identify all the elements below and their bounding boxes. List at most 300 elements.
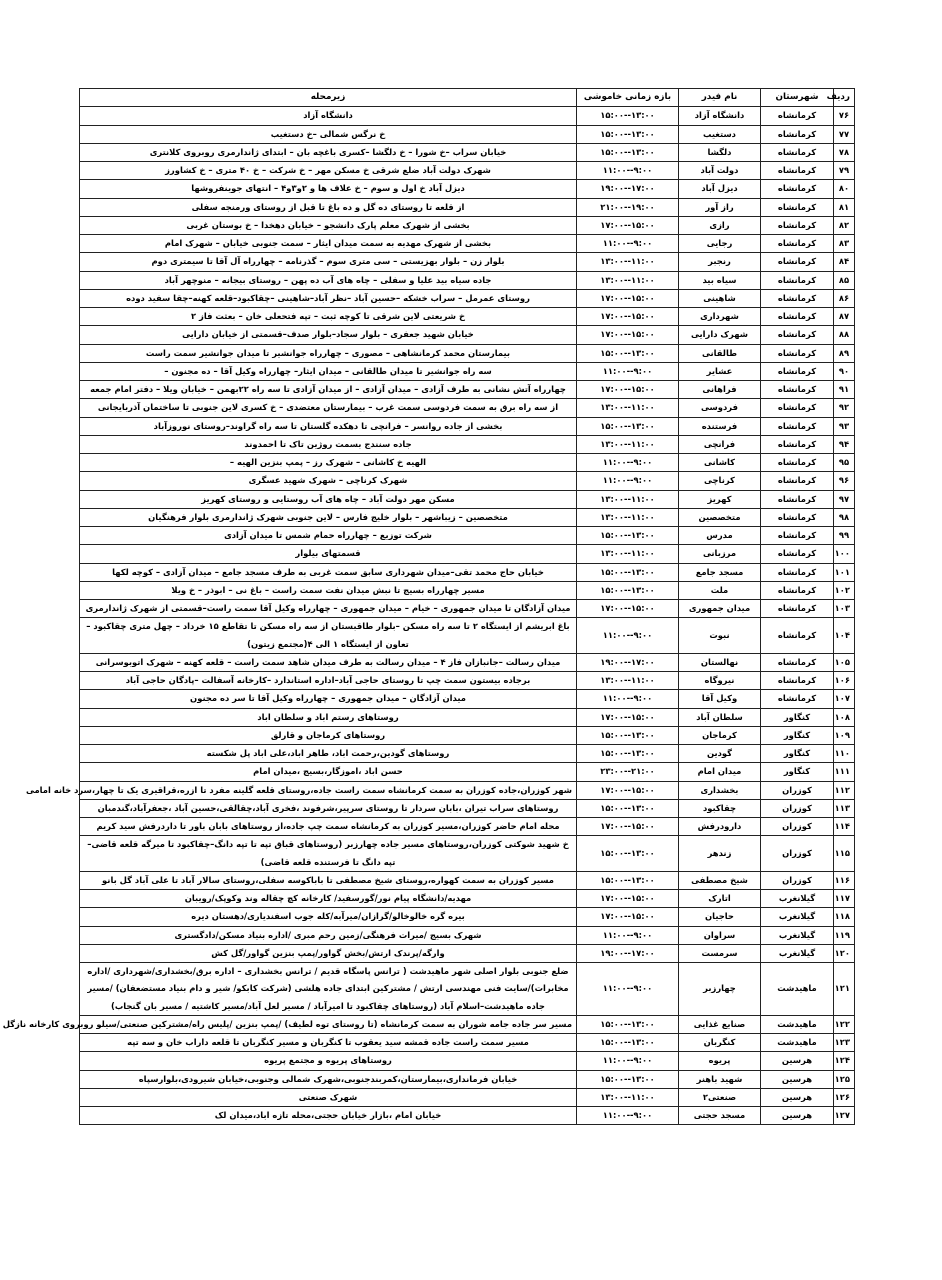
outage-time-cell: ۱۷:۰۰--۱۵:۰۰ (577, 818, 679, 836)
sub-area-cell: از قلعه تا روستای ده گل و ده باغ تا قبل از روستای ورمنجه سفلی (80, 198, 577, 216)
sub-area-cell: بخشی از شهرک مهدیه به سمت میدان ایثار – سمت جنوبی خیابان – شهرک امام (80, 235, 577, 253)
sub-area-cell: جاده سنندج بسمت روژین تاک تا احمدوند (80, 435, 577, 453)
city-cell: گیلانغرب (761, 908, 834, 926)
table-row (80, 944, 855, 962)
city-cell: کرمانشاه (761, 216, 834, 234)
sub-area-cell: روستاهای کرماجان و قارلق (80, 726, 577, 744)
row-number-cell: ۱۰۶ (834, 672, 855, 690)
row-number-cell: ۹۳ (834, 417, 855, 435)
outage-time-cell: ۱۵:۰۰--۱۳:۰۰ (577, 581, 679, 599)
table-row (80, 143, 855, 161)
city-cell: کرمانشاه (761, 600, 834, 618)
table-row (80, 908, 855, 926)
table-row (80, 545, 855, 563)
feeder-cell: دلگشا (679, 143, 761, 161)
feeder-cell: ملت (679, 581, 761, 599)
table-row (80, 1015, 855, 1033)
outage-time-cell: ۱۱:۰۰--۹:۰۰ (577, 362, 679, 380)
feeder-cell: دستغیب (679, 125, 761, 143)
city-cell: کوزران (761, 781, 834, 799)
outage-time-cell: ۱۳:۰۰--۱۱:۰۰ (577, 253, 679, 271)
feeder-cell: فرستنده (679, 417, 761, 435)
table-row (80, 1107, 855, 1125)
feeder-cell: بخشداری (679, 781, 761, 799)
sub-area-cell: مسکن مهر دولت آباد – چاه های آب روستایی و روستای کهریز (80, 490, 577, 508)
outage-time-cell: ۱۷:۰۰--۱۵:۰۰ (577, 908, 679, 926)
city-cell: گیلانغرب (761, 890, 834, 908)
table-body (2, 107, 855, 1125)
outage-time-cell: ۱۵:۰۰--۱۳:۰۰ (577, 417, 679, 435)
city-cell: کرمانشاه (761, 289, 834, 307)
feeder-cell: اتارک (679, 890, 761, 908)
sub-area-cell: روستاهای گودین،رحمت اباد، طاهر اباد،علی اباد پل شکسته (80, 745, 577, 763)
outage-time-cell: ۱۷:۰۰--۱۵:۰۰ (577, 890, 679, 908)
row-number-cell: ۱۲۷ (834, 1107, 855, 1125)
feeder-cell: متخصصین (679, 508, 761, 526)
outage-time-cell: ۱۳:۰۰--۱۱:۰۰ (577, 508, 679, 526)
table-row (80, 653, 855, 671)
city-cell: کرمانشاه (761, 581, 834, 599)
table-row (80, 271, 855, 289)
city-cell: گیلانغرب (761, 926, 834, 944)
row-number-cell: ۱۰۳ (834, 600, 855, 618)
row-number-cell: ۹۴ (834, 435, 855, 453)
row-number-cell: ۸۲ (834, 216, 855, 234)
row-number-cell: ۱۰۹ (834, 726, 855, 744)
sub-area-cell: روستاهای سراب تیران ،بابان سردار تا روستای سرپیر،شرفوند ،فخری آباد،چقالقی،حسین آباد ،جعفرآباد،گندمبان (80, 799, 577, 817)
row-number-cell: ۱۰۵ (834, 653, 855, 671)
outage-time-cell: ۱۵:۰۰--۱۳:۰۰ (577, 1015, 679, 1033)
sub-area-cell: برجاده بیستون سمت چپ تا روستای حاجی آباد–اداره استاندارد –کارخانه آسفالت –پادگان حاجی آباد (80, 672, 577, 690)
outage-time-cell: ۱۱:۰۰--۹:۰۰ (577, 926, 679, 944)
feeder-cell: رازی (679, 216, 761, 234)
city-cell: کرمانشاه (761, 381, 834, 399)
city-cell: کنگاور (761, 763, 834, 781)
row-number-cell: ۸۳ (834, 235, 855, 253)
feeder-cell: شهرک دارایی (679, 326, 761, 344)
row-number-cell: ۱۰۸ (834, 708, 855, 726)
sub-area-cell: بلوار زن – بلوار بهزیستی – سی متری سوم – گذرنامه – چهارراه آل آقا تا سیمتری دوم (80, 253, 577, 271)
city-cell: کرمانشاه (761, 527, 834, 545)
city-cell: کرمانشاه (761, 472, 834, 490)
row-number-cell: ۹۹ (834, 527, 855, 545)
table-row (80, 454, 855, 472)
city-cell: کرمانشاه (761, 125, 834, 143)
feeder-cell: نیروگاه (679, 672, 761, 690)
row-number-cell: ۸۱ (834, 198, 855, 216)
table-row (80, 216, 855, 234)
feeder-cell: عشایر (679, 362, 761, 380)
table-header-row (80, 89, 855, 107)
outage-time-cell: ۱۷:۰۰--۱۵:۰۰ (577, 326, 679, 344)
outage-time-cell: ۱۱:۰۰--۹:۰۰ (577, 454, 679, 472)
row-number-cell: ۱۱۸ (834, 908, 855, 926)
outage-time-cell: ۱۷:۰۰--۱۵:۰۰ (577, 216, 679, 234)
city-cell: کرمانشاه (761, 399, 834, 417)
table-row (80, 871, 855, 889)
row-number-cell: ۱۲۰ (834, 944, 855, 962)
table-row (80, 672, 855, 690)
sub-area-cell: میدان رسالت –جانبازان فاز ۴ – میدان رسالت به طرف میدان شاهد سمت راست – قلعه کهنه – شهرک اتوبوسرانی (80, 653, 577, 671)
sub-area-cell: جاده سیاه بید علیا و سفلی – چاه های آب ده پهن – روستای بیجانه – منوچهر آباد (80, 271, 577, 289)
sub-area-cell: بخشی از شهرک معلم پارک دانشجو – خیابان دهخدا – خ بوستان غربی (80, 216, 577, 234)
feeder-cell: گودین (679, 745, 761, 763)
row-number-cell: ۹۲ (834, 399, 855, 417)
table-row (80, 836, 855, 872)
row-number-cell: ۹۰ (834, 362, 855, 380)
feeder-cell: حاجیان (679, 908, 761, 926)
feeder-cell: مسجد حجتی (679, 1107, 761, 1125)
sub-area-cell: روستاهای پریوه و مجتمع پریوه (80, 1052, 577, 1070)
city-cell: کرمانشاه (761, 435, 834, 453)
row-number-cell: ۱۰۴ (834, 618, 855, 654)
sub-area-cell: حسن اباد ،اموزگار،بسیج ،میدان امام (80, 763, 577, 781)
sub-area-cell: شرکت توزیع – چهارراه حمام شمس تا میدان آزادی (80, 527, 577, 545)
feeder-cell: چقاکبود (679, 799, 761, 817)
table-row (80, 963, 855, 1016)
outage-time-cell: ۱۱:۰۰--۹:۰۰ (577, 1107, 679, 1125)
feeder-cell: مدرس (679, 527, 761, 545)
feeder-cell: سرمست (679, 944, 761, 962)
outage-time-cell: ۱۷:۰۰--۱۵:۰۰ (577, 381, 679, 399)
outage-time-cell: ۱۵:۰۰--۱۳:۰۰ (577, 563, 679, 581)
feeder-cell: میدان امام (679, 763, 761, 781)
feeder-cell: چهارزبر (679, 963, 761, 1016)
feeder-cell: کرناچی (679, 472, 761, 490)
outage-time-cell: ۱۳:۰۰--۱۱:۰۰ (577, 399, 679, 417)
sub-area-cell: مهدیه/دانشگاه پیام نور/گورسفید/ کارخانه کچ چقاله وند وکوپک/رویبان (80, 890, 577, 908)
table-row (80, 563, 855, 581)
city-cell: کرمانشاه (761, 107, 834, 125)
feeder-cell: مرزبانی (679, 545, 761, 563)
row-number-cell: ۹۸ (834, 508, 855, 526)
sub-area-cell: روستاهای رستم اباد و سلطان اباد (80, 708, 577, 726)
city-cell: کرمانشاه (761, 362, 834, 380)
outage-time-cell: ۱۵:۰۰--۱۳:۰۰ (577, 143, 679, 161)
table-row (80, 125, 855, 143)
feeder-cell: رجایی (679, 235, 761, 253)
row-number-cell: ۹۷ (834, 490, 855, 508)
feeder-cell: رنجبر (679, 253, 761, 271)
city-cell: کرمانشاه (761, 490, 834, 508)
sub-area-cell: شهرک بسیج /میرات فرهنگی/زمین رحم مبری /اداره بنیاد مسکن/دادگستری (80, 926, 577, 944)
feeder-cell: سیاه بید (679, 271, 761, 289)
sub-area-cell: بیره گره خالوخالو/گرازان/میرآبه/کله جوب اسفندیاری/دهستان دیره (80, 908, 577, 926)
sub-area-cell: چهارراه آتش نشانی به طرف آزادی – میدان آزادی – از میدان آزادی تا سه راه ۲۲بهمن – خیابان ویلا – دفتر امام جمعه (80, 381, 577, 399)
sub-area-cell: الهیه خ کاشانی – شهرک رز – پمپ بنزین الهیه – (80, 454, 577, 472)
outage-time-cell: ۱۵:۰۰--۱۳:۰۰ (577, 745, 679, 763)
city-cell: کوزران (761, 799, 834, 817)
sub-area-cell: دانشگاه آزاد (80, 107, 577, 125)
outage-time-cell: ۱۹:۰۰--۱۷:۰۰ (577, 944, 679, 962)
city-cell: کرمانشاه (761, 180, 834, 198)
outage-time-cell: ۱۳:۰۰--۱۱:۰۰ (577, 271, 679, 289)
feeder-cell: صنایع غذایی (679, 1015, 761, 1033)
feeder-cell: دیزل آباد (679, 180, 761, 198)
outage-time-cell: ۱۱:۰۰--۹:۰۰ (577, 235, 679, 253)
row-number-cell: ۱۰۱ (834, 563, 855, 581)
city-cell: ماهیدشت (761, 1034, 834, 1052)
outage-time-cell: ۱۷:۰۰--۱۵:۰۰ (577, 289, 679, 307)
outage-schedule-table (2, 88, 855, 1125)
row-number-cell: ۱۲۴ (834, 1052, 855, 1070)
city-cell: کنگاور (761, 726, 834, 744)
sub-area-cell: بخشی از جاده روانسر – فرانچی تا دهکده گلستان تا سه راه گراوند–روستای نوروزآباد (80, 417, 577, 435)
feeder-cell: مسجد جامع (679, 563, 761, 581)
city-cell: ماهیدشت (761, 963, 834, 1016)
feeder-cell: راز آور (679, 198, 761, 216)
feeder-cell: کاشانی (679, 454, 761, 472)
outage-time-cell: ۱۵:۰۰--۱۳:۰۰ (577, 125, 679, 143)
row-number-cell: ۱۰۰ (834, 545, 855, 563)
outage-time-cell: ۱۵:۰۰--۱۳:۰۰ (577, 1034, 679, 1052)
feeder-cell: نهالستان (679, 653, 761, 671)
sub-area-cell: وارگه/پرندک ارتش/بخش گواور/پمپ بنزین گواور/گل کش (80, 944, 577, 962)
sub-area-cell: ضلع جنوبی بلوار اصلی شهر ماهیدشت ( ترانس پاسگاه قدیم / ترانس بخشداری – اداره برق/بخشداری/شهرداری /اداره مخابرات)/سایت فنی مهندسی ارتش / مشترکین ابتدای جاده هلشی (شرکت کابکو/ شیر و دام بنیاد مستضعفان) /مسیر جاده ماهیدشت–اسلام آباد (روستاهای چقاکبود تا امیرآباد / مسیر لعل آباد/مسیر کاشتیه / مسیر بان گنجاب) (80, 963, 577, 1016)
row-number-cell: ۷۹ (834, 162, 855, 180)
outage-time-cell: ۱۵:۰۰--۱۳:۰۰ (577, 871, 679, 889)
city-cell: کرمانشاه (761, 162, 834, 180)
outage-time-cell: ۱۷:۰۰--۱۵:۰۰ (577, 781, 679, 799)
sub-area-cell: خ شریعتی لاین شرقی تا کوچه ثبت – تپه فتحعلی خان – بعثت فاز ۲ (80, 308, 577, 326)
sub-area-cell: مسیر سر جاده جامه شوران به سمت کرمانشاه (تا روستای توه لطیف) /پمپ بنزین /پلیس راه/مشترکین صنعتی/سیلو روبروی کارخانه نازگل (80, 1015, 577, 1033)
table-row (80, 399, 855, 417)
row-number-cell: ۱۱۳ (834, 799, 855, 817)
city-cell: کرمانشاه (761, 508, 834, 526)
sub-area-cell: شهر کوزران،جاده کوزران به سمت کرمانشاه سمت راست جاده،روستای قلعه گلینه مفرد تا ازره،قراقیری یک تا چهار،سرد خانه امامی (80, 781, 577, 799)
row-number-cell: ۷۷ (834, 125, 855, 143)
city-cell: کرمانشاه (761, 308, 834, 326)
feeder-cell: سلطان آباد (679, 708, 761, 726)
city-cell: کرمانشاه (761, 653, 834, 671)
table-row (80, 180, 855, 198)
table-row (80, 344, 855, 362)
city-cell: کرمانشاه (761, 417, 834, 435)
sub-area-cell: خ نرگس شمالی –خ دستغیب (80, 125, 577, 143)
feeder-cell: فردوسی (679, 399, 761, 417)
table-row (80, 253, 855, 271)
sub-area-cell: خیابان حاج محمد تقی–میدان شهرداری سابق سمت غربی به طرف مسجد جامع – میدان آزادی – کوچه لکها (80, 563, 577, 581)
sub-area-cell: خیابان شهید جعفری – بلوار سجاد–بلوار صدف–قسمتی از خیابان دارایی (80, 326, 577, 344)
outage-time-cell: ۱۱:۰۰--۹:۰۰ (577, 690, 679, 708)
table-row (80, 799, 855, 817)
feeder-cell: میدان جمهوری (679, 600, 761, 618)
city-cell: کرمانشاه (761, 545, 834, 563)
table-row (80, 308, 855, 326)
table-row (80, 508, 855, 526)
table-row (80, 745, 855, 763)
outage-time-cell: ۱۱:۰۰--۹:۰۰ (577, 618, 679, 654)
table-row (80, 490, 855, 508)
table-row (80, 581, 855, 599)
table-row (80, 890, 855, 908)
outage-time-cell: ۱۷:۰۰--۱۵:۰۰ (577, 600, 679, 618)
table-row (80, 600, 855, 618)
table-row (80, 527, 855, 545)
outage-time-cell: ۱۳:۰۰--۱۱:۰۰ (577, 545, 679, 563)
table-row (80, 781, 855, 799)
city-cell: کرمانشاه (761, 672, 834, 690)
header-city: شهرستان (761, 89, 834, 107)
row-number-cell: ۹۶ (834, 472, 855, 490)
row-number-cell: ۱۲۲ (834, 1015, 855, 1033)
city-cell: کرمانشاه (761, 271, 834, 289)
city-cell: هرسین (761, 1052, 834, 1070)
sub-area-cell: باغ ابریشم از ایستگاه ۲ تا سه راه مسکن –بلوار طاقبستان از سه راه مسکن تا تقاطع ۱۵ خرداد – چهل متری چقاکبود –تعاون از ایستگاه ۱ الی ۴(مجتمع زیتون) (80, 618, 577, 654)
row-number-cell: ۱۰۷ (834, 690, 855, 708)
city-cell: هرسین (761, 1070, 834, 1088)
table-row (80, 289, 855, 307)
outage-time-cell: ۱۵:۰۰--۱۳:۰۰ (577, 344, 679, 362)
feeder-cell: کرماجان (679, 726, 761, 744)
row-number-cell: ۱۱۵ (834, 836, 855, 872)
city-cell: کرمانشاه (761, 454, 834, 472)
feeder-cell: فراهانی (679, 381, 761, 399)
outage-time-cell: ۱۵:۰۰--۱۳:۰۰ (577, 1070, 679, 1088)
row-number-cell: ۱۱۰ (834, 745, 855, 763)
table-row (80, 726, 855, 744)
feeder-cell: نبوت (679, 618, 761, 654)
outage-time-cell: ۱۱:۰۰--۹:۰۰ (577, 963, 679, 1016)
sub-area-cell: شهرک کرناچی – شهرک شهید عسگری (80, 472, 577, 490)
feeder-cell: وکیل آقا (679, 690, 761, 708)
outage-time-cell: ۱۳:۰۰--۱۱:۰۰ (577, 672, 679, 690)
outage-time-cell: ۱۵:۰۰--۱۳:۰۰ (577, 107, 679, 125)
table-row (80, 107, 855, 125)
city-cell: کرمانشاه (761, 344, 834, 362)
row-number-cell: ۱۱۴ (834, 818, 855, 836)
row-number-cell: ۷۸ (834, 143, 855, 161)
feeder-cell: شهرداری (679, 308, 761, 326)
row-number-cell: ۸۷ (834, 308, 855, 326)
row-number-cell: ۱۲۳ (834, 1034, 855, 1052)
row-number-cell: ۱۰۲ (834, 581, 855, 599)
table-row (80, 618, 855, 654)
table-row (80, 162, 855, 180)
sub-area-cell: متخصصین – زیباشهر – بلوار خلیج فارس – لاین جنوبی شهرک ژاندارمری بلوار فرهنگیان (80, 508, 577, 526)
header-row-number: ردیف (834, 89, 855, 107)
sub-area-cell: میدان آزادگان تا میدان جمهوری – خیام – میدان جمهوری – چهارراه وکیل آقا سمت راست–قسمتی از شهرک ژاندارمری (80, 600, 577, 618)
sub-area-cell: سه راه جوانشیر تا میدان طالقانی – میدان ایثار– چهارراه وکیل آقا – ده مجنون – (80, 362, 577, 380)
sub-area-cell: مسیر کوزران به سمت کهواره،روستای شیخ مصطفی تا باباکوسه سفلی،روستای سالار آباد تا علی آباد گل بانو (80, 871, 577, 889)
table-row (80, 708, 855, 726)
city-cell: کرمانشاه (761, 326, 834, 344)
city-cell: کرمانشاه (761, 563, 834, 581)
header-feeder: نام فیدر (679, 89, 761, 107)
row-number-cell: ۱۱۷ (834, 890, 855, 908)
feeder-cell: دانشگاه آزاد (679, 107, 761, 125)
row-number-cell: ۷۶ (834, 107, 855, 125)
city-cell: هرسین (761, 1107, 834, 1125)
outage-time-cell: ۱۱:۰۰--۹:۰۰ (577, 1052, 679, 1070)
sub-area-cell: دیزل آباد خ اول و سوم – خ علاف ها و ۲و۳و۴ – انتهای جوینفروشها (80, 180, 577, 198)
sub-area-cell: شهرک صنعتی (80, 1088, 577, 1106)
table-row (80, 1052, 855, 1070)
table-row (80, 1070, 855, 1088)
row-number-cell: ۱۱۲ (834, 781, 855, 799)
city-cell: کوزران (761, 818, 834, 836)
outage-time-cell: ۱۱:۰۰--۹:۰۰ (577, 162, 679, 180)
feeder-cell: دارودرفش (679, 818, 761, 836)
sub-area-cell: خ شهید شوکتی کوزران،روستاهای مسیر جاده چهارزبر (روستاهای قباق تپه تا تپه دانگ–چقاکبود تا میرگه قلعه قاضی–تپه دانگ تا فرستنده قلعه قاضی) (80, 836, 577, 872)
row-number-cell: ۹۱ (834, 381, 855, 399)
header-outage-time: بازه زمانی خاموشی (577, 89, 679, 107)
row-number-cell: ۸۶ (834, 289, 855, 307)
table-row (80, 763, 855, 781)
feeder-cell: صنعتی۲ (679, 1088, 761, 1106)
city-cell: کوزران (761, 836, 834, 872)
row-number-cell: ۸۵ (834, 271, 855, 289)
feeder-cell: فرانچی (679, 435, 761, 453)
outage-time-cell: ۱۹:۰۰--۱۷:۰۰ (577, 180, 679, 198)
city-cell: ماهیدشت (761, 1015, 834, 1033)
table-row (80, 326, 855, 344)
row-number-cell: ۱۲۶ (834, 1088, 855, 1106)
header-sub-area: زیرمحله (80, 89, 577, 107)
table-row (80, 1088, 855, 1106)
sub-area-cell: قسمتهای بیلوار (80, 545, 577, 563)
city-cell: کوزران (761, 871, 834, 889)
table-row (80, 690, 855, 708)
sub-area-cell: خیابان فرمانداری،بیمارستان،کمربندجنوبی،شهرک شمالی وجنوبی،خیابان شیرودی،بلوارسپاه (80, 1070, 577, 1088)
table-row (80, 381, 855, 399)
table-row (80, 1034, 855, 1052)
outage-time-cell: ۱۳:۰۰--۱۱:۰۰ (577, 490, 679, 508)
outage-time-cell: ۱۵:۰۰--۱۳:۰۰ (577, 726, 679, 744)
city-cell: کرمانشاه (761, 143, 834, 161)
feeder-cell: زندهر (679, 836, 761, 872)
outage-time-cell: ۱۹:۰۰--۱۷:۰۰ (577, 653, 679, 671)
sub-area-cell: روستای عمرمل – سراب خشکه –حسین آباد –نظر آباد–شاهینی –چقاکبود–قلعه کهنه–چقا سفید دوده (80, 289, 577, 307)
row-number-cell: ۱۱۶ (834, 871, 855, 889)
sub-area-cell: شهرک دولت آباد ضلع شرقی خ مسکن مهر – خ شرکت – خ ۴۰ متری – خ کشاورز (80, 162, 577, 180)
city-cell: کرمانشاه (761, 690, 834, 708)
row-number-cell: ۱۲۱ (834, 963, 855, 1016)
outage-time-cell: ۱۷:۰۰--۱۵:۰۰ (577, 308, 679, 326)
outage-time-cell: ۱۵:۰۰--۱۳:۰۰ (577, 799, 679, 817)
feeder-cell: دولت آباد (679, 162, 761, 180)
table-row (80, 235, 855, 253)
city-cell: گیلانغرب (761, 944, 834, 962)
feeder-cell: شهید باهنر (679, 1070, 761, 1088)
outage-time-cell: ۱۱:۰۰--۹:۰۰ (577, 472, 679, 490)
sub-area-cell: مسیر چهارراه بسیج تا نبش میدان نفت سمت راست – باغ نی – ابوذر – خ ویلا (80, 581, 577, 599)
table-row (80, 417, 855, 435)
city-cell: هرسین (761, 1088, 834, 1106)
outage-time-cell: ۱۳:۰۰--۱۱:۰۰ (577, 1088, 679, 1106)
sub-area-cell: میدان آزادگان – میدان جمهوری – چهارراه وکیل آقا تا سر ده مجنون (80, 690, 577, 708)
city-cell: کنگاور (761, 745, 834, 763)
row-number-cell: ۹۵ (834, 454, 855, 472)
sub-area-cell: مسیر سمت راست جاده قمشه سید یعقوب تا کنگربان و مسیر کنگربان تا قلعه داراب خان و سه تپه (80, 1034, 577, 1052)
feeder-cell: طالقانی (679, 344, 761, 362)
outage-time-cell: ۲۳:۰۰--۲۱:۰۰ (577, 763, 679, 781)
row-number-cell: ۸۹ (834, 344, 855, 362)
row-number-cell: ۸۴ (834, 253, 855, 271)
city-cell: کرمانشاه (761, 618, 834, 654)
feeder-cell: کهریز (679, 490, 761, 508)
outage-time-cell: ۲۱:۰۰--۱۹:۰۰ (577, 198, 679, 216)
feeder-cell: شیخ مصطفی (679, 871, 761, 889)
row-number-cell: ۱۱۹ (834, 926, 855, 944)
outage-time-cell: ۱۵:۰۰--۱۳:۰۰ (577, 836, 679, 872)
outage-time-cell: ۱۳:۰۰--۱۱:۰۰ (577, 435, 679, 453)
table-row (80, 198, 855, 216)
feeder-cell: شاهینی (679, 289, 761, 307)
row-number-cell: ۸۰ (834, 180, 855, 198)
sub-area-cell: خیابان امام ،بازار خیابان حجتی،محله تازه اباد،میدان لک (80, 1107, 577, 1125)
sub-area-cell: محله امام حاضر کوزران،مسیر کوزران به کرمانشاه سمت چپ جاده،از روستاهای بابان باور تا داردرفش سید کریم (80, 818, 577, 836)
